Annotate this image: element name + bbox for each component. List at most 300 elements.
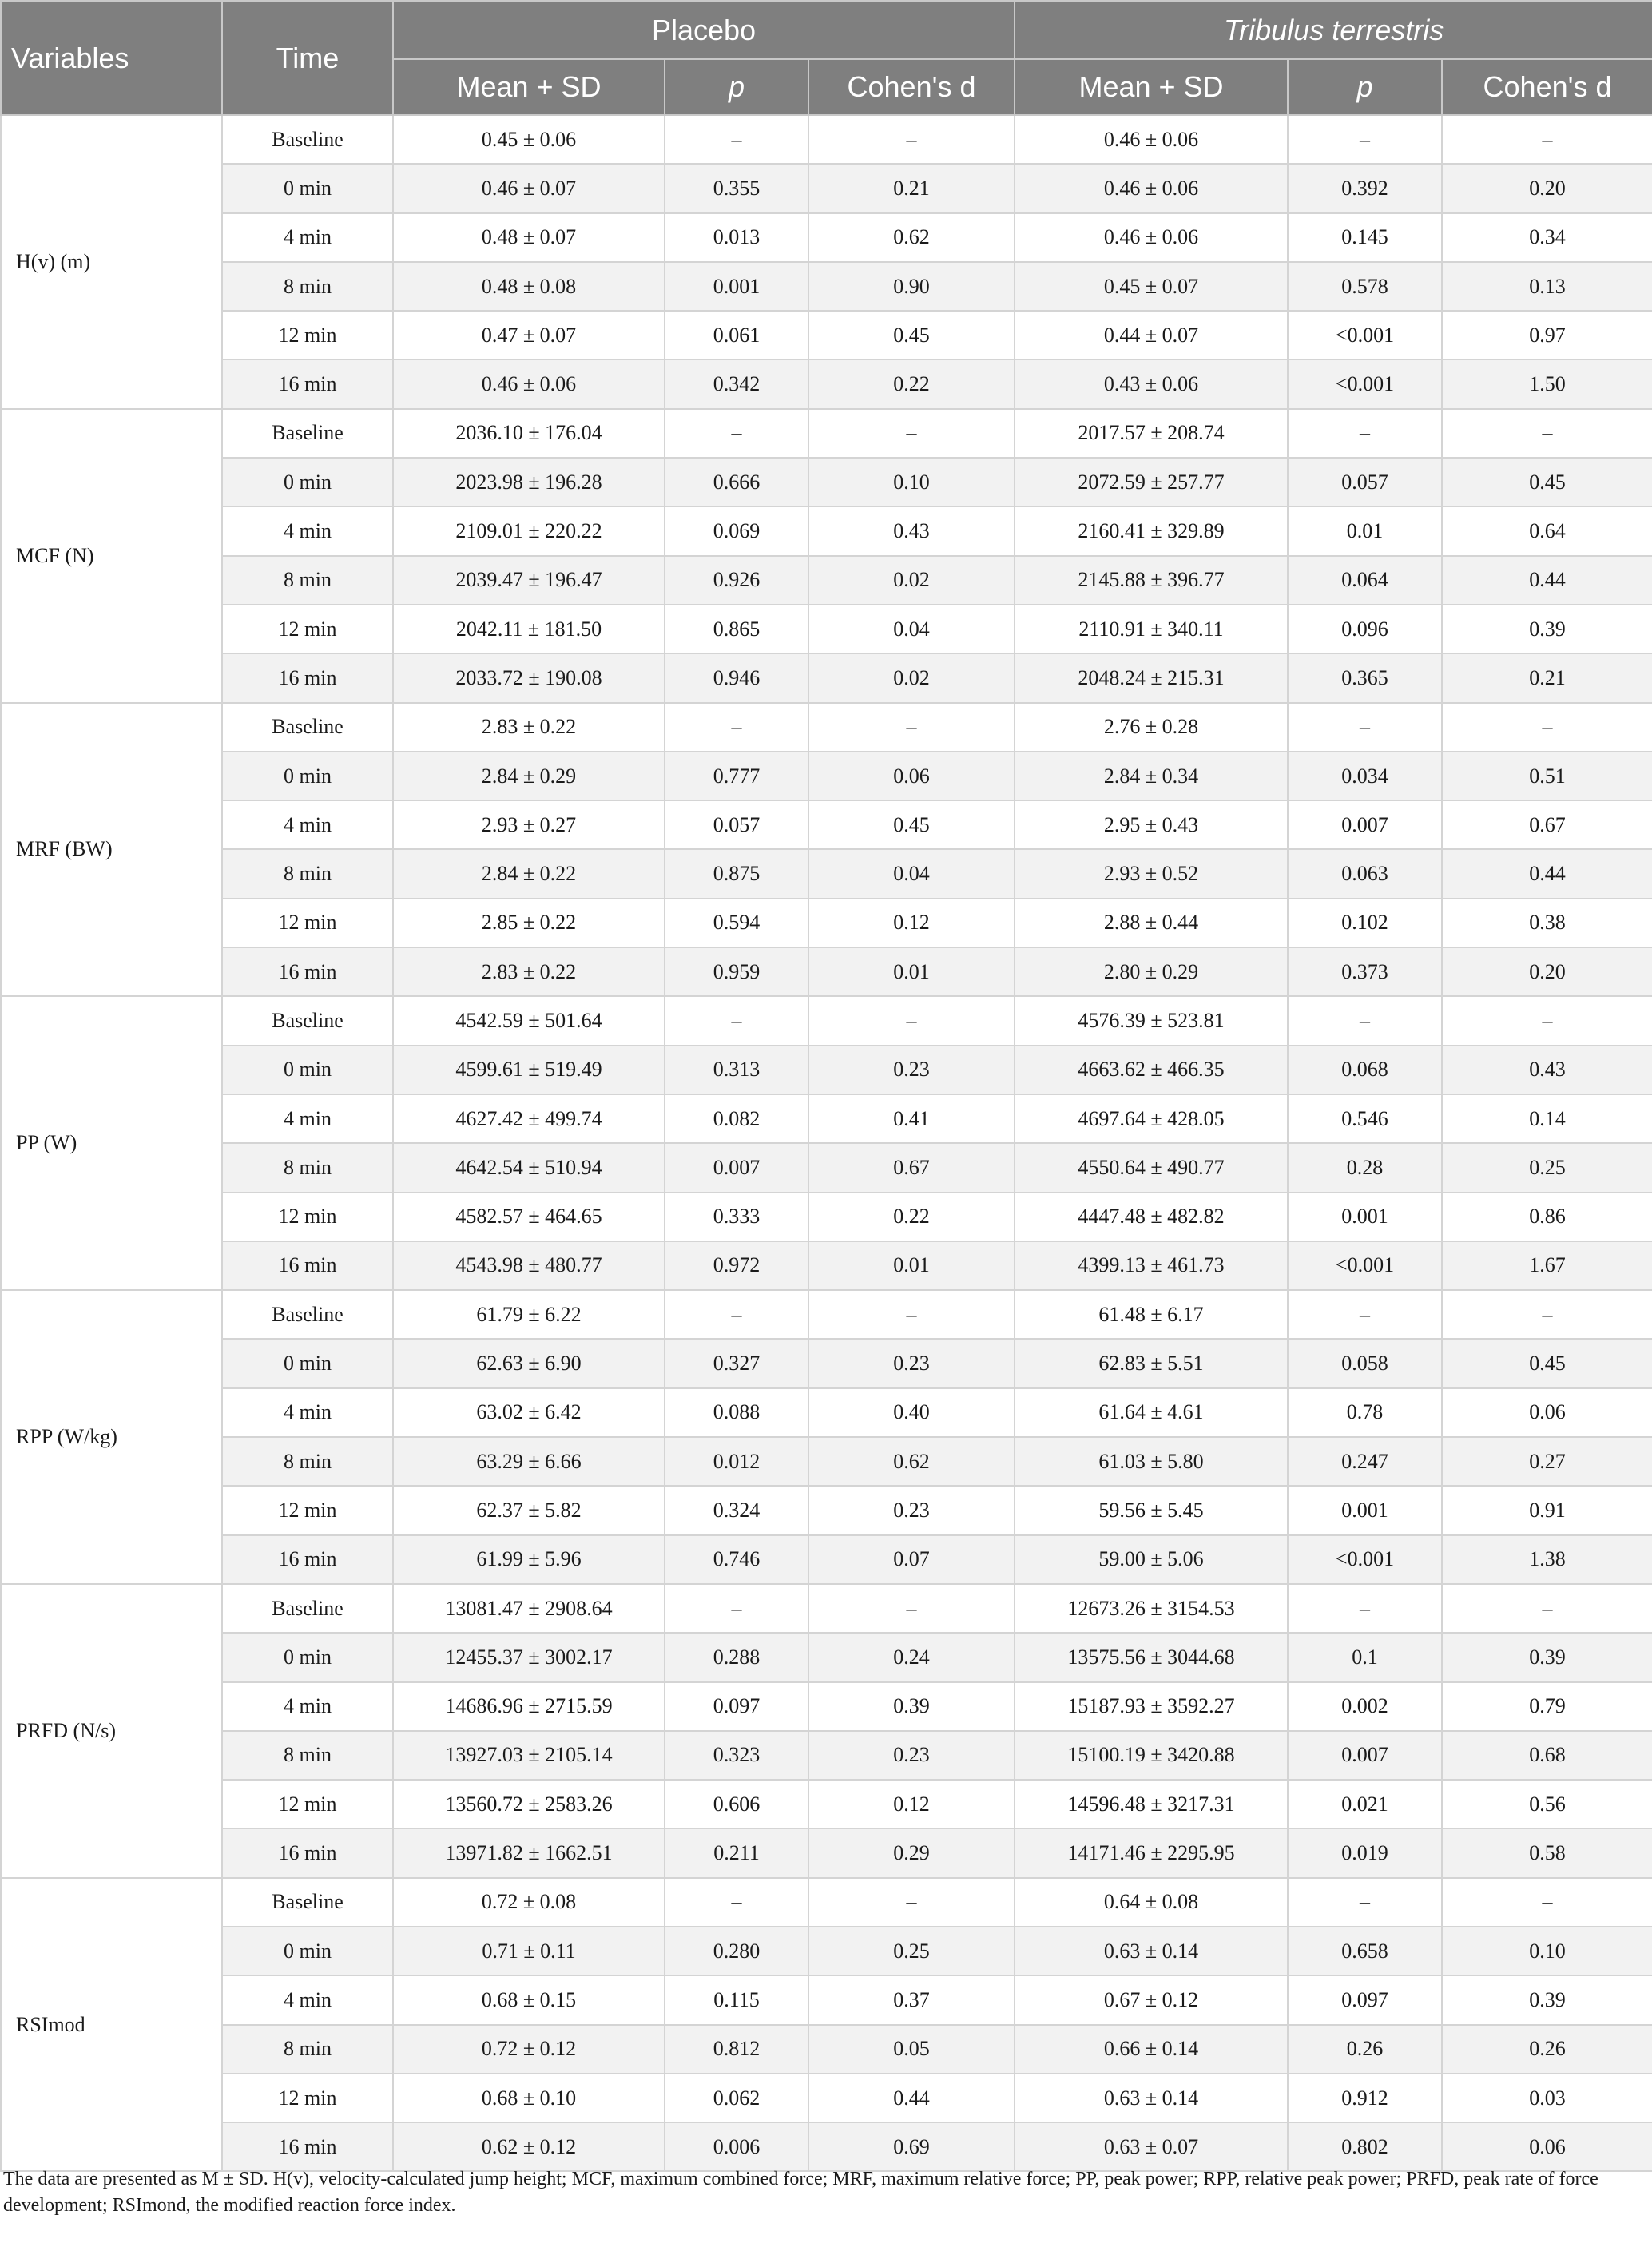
time-cell: 4 min xyxy=(222,800,393,849)
placebo-cohens-d-cell: 0.44 xyxy=(808,2074,1015,2122)
placebo-mean-sd-cell: 61.99 ± 5.96 xyxy=(393,1535,665,1584)
placebo-mean-sd-cell: 0.71 ± 0.11 xyxy=(393,1927,665,1975)
placebo-mean-sd-cell: 2.84 ± 0.22 xyxy=(393,849,665,898)
time-cell: 16 min xyxy=(222,359,393,408)
tribulus-p-cell: 0.1 xyxy=(1288,1633,1442,1681)
placebo-cohens-d-cell: 0.06 xyxy=(808,752,1015,800)
tribulus-cohens-d-cell: 0.64 xyxy=(1442,506,1652,555)
table-row xyxy=(1,2074,1652,2122)
placebo-mean-sd-cell: 2033.72 ± 190.08 xyxy=(393,653,665,702)
tribulus-cohens-d-cell: 0.27 xyxy=(1442,1437,1652,1486)
time-cell: 16 min xyxy=(222,1535,393,1584)
placebo-cohens-d-cell: 0.41 xyxy=(808,1094,1015,1143)
time-cell: 4 min xyxy=(222,506,393,555)
tribulus-mean-sd-cell: 2017.57 ± 208.74 xyxy=(1015,409,1288,458)
placebo-p-cell: – xyxy=(665,703,808,752)
placebo-mean-sd-cell: 4543.98 ± 480.77 xyxy=(393,1241,665,1290)
tribulus-p-cell: 0.102 xyxy=(1288,899,1442,947)
placebo-p-cell: 0.324 xyxy=(665,1486,808,1534)
tribulus-mean-sd-cell: 0.63 ± 0.14 xyxy=(1015,2074,1288,2122)
table-row xyxy=(1,311,1652,359)
table-row xyxy=(1,1633,1652,1681)
tribulus-cohens-d-cell: 0.67 xyxy=(1442,800,1652,849)
table-row xyxy=(1,1584,1652,1633)
tribulus-cohens-d-cell: 0.06 xyxy=(1442,1388,1652,1437)
placebo-mean-sd-cell: 0.62 ± 0.12 xyxy=(393,2122,665,2171)
placebo-p-cell: 0.926 xyxy=(665,556,808,605)
placebo-mean-sd-cell: 13560.72 ± 2583.26 xyxy=(393,1780,665,1828)
placebo-p-cell: 0.097 xyxy=(665,1682,808,1731)
placebo-p-cell: 0.012 xyxy=(665,1437,808,1486)
table-row xyxy=(1,1927,1652,1975)
header-tribulus-cohens-d: Cohen's d xyxy=(1442,59,1652,115)
table-row xyxy=(1,506,1652,555)
tribulus-cohens-d-cell: 0.20 xyxy=(1442,947,1652,996)
placebo-cohens-d-cell: 0.22 xyxy=(808,1193,1015,1241)
table-row xyxy=(1,1143,1652,1192)
tribulus-p-cell: – xyxy=(1288,1584,1442,1633)
placebo-mean-sd-cell: 2039.47 ± 196.47 xyxy=(393,556,665,605)
placebo-cohens-d-cell: 0.62 xyxy=(808,1437,1015,1486)
placebo-p-cell: – xyxy=(665,996,808,1045)
time-cell: Baseline xyxy=(222,1290,393,1339)
tribulus-p-cell: 0.145 xyxy=(1288,213,1442,262)
tribulus-mean-sd-cell: 59.56 ± 5.45 xyxy=(1015,1486,1288,1534)
time-cell: 16 min xyxy=(222,947,393,996)
tribulus-cohens-d-cell: 0.39 xyxy=(1442,605,1652,653)
table-row xyxy=(1,1682,1652,1731)
mean-sd-label: Mean + SD xyxy=(456,70,602,103)
placebo-cohens-d-cell: 0.25 xyxy=(808,1927,1015,1975)
table-body xyxy=(1,115,1652,2171)
tribulus-cohens-d-cell: 0.39 xyxy=(1442,1633,1652,1681)
placebo-cohens-d-cell: 0.04 xyxy=(808,849,1015,898)
placebo-cohens-d-cell: 0.67 xyxy=(808,1143,1015,1192)
tribulus-cohens-d-cell: 0.97 xyxy=(1442,311,1652,359)
tribulus-mean-sd-cell: 12673.26 ± 3154.53 xyxy=(1015,1584,1288,1633)
table-row xyxy=(1,262,1652,311)
placebo-cohens-d-cell: 0.45 xyxy=(808,800,1015,849)
tribulus-p-cell: 0.802 xyxy=(1288,2122,1442,2171)
tribulus-mean-sd-cell: 4550.64 ± 490.77 xyxy=(1015,1143,1288,1192)
table-row xyxy=(1,1828,1652,1877)
variable-cell: RPP (W/kg) xyxy=(1,1290,222,1584)
time-cell: Baseline xyxy=(222,1584,393,1633)
tribulus-p-cell: 0.097 xyxy=(1288,1975,1442,2024)
table-header xyxy=(1,1,1652,115)
tribulus-mean-sd-cell: 2.88 ± 0.44 xyxy=(1015,899,1288,947)
variable-cell: RSImod xyxy=(1,1878,222,2172)
tribulus-mean-sd-cell: 2048.24 ± 215.31 xyxy=(1015,653,1288,702)
placebo-mean-sd-cell: 2042.11 ± 181.50 xyxy=(393,605,665,653)
tribulus-p-cell: – xyxy=(1288,996,1442,1045)
tribulus-p-cell: 0.001 xyxy=(1288,1486,1442,1534)
placebo-mean-sd-cell: 63.29 ± 6.66 xyxy=(393,1437,665,1486)
placebo-mean-sd-cell: 2.85 ± 0.22 xyxy=(393,899,665,947)
table-row xyxy=(1,899,1652,947)
time-cell: 12 min xyxy=(222,311,393,359)
tribulus-p-cell: 0.034 xyxy=(1288,752,1442,800)
time-cell: 12 min xyxy=(222,1780,393,1828)
time-cell: 16 min xyxy=(222,2122,393,2171)
time-cell: 16 min xyxy=(222,1828,393,1877)
table-row xyxy=(1,1290,1652,1339)
placebo-cohens-d-cell: 0.45 xyxy=(808,311,1015,359)
placebo-mean-sd-cell: 13927.03 ± 2105.14 xyxy=(393,1731,665,1780)
placebo-p-cell: 0.007 xyxy=(665,1143,808,1192)
tribulus-p-cell: 0.247 xyxy=(1288,1437,1442,1486)
header-time: Time xyxy=(222,1,393,115)
placebo-mean-sd-cell: 2023.98 ± 196.28 xyxy=(393,458,665,506)
placebo-p-cell: 0.875 xyxy=(665,849,808,898)
time-cell: 8 min xyxy=(222,2025,393,2074)
table-row xyxy=(1,164,1652,212)
placebo-cohens-d-cell: – xyxy=(808,1878,1015,1927)
tribulus-p-cell: 0.01 xyxy=(1288,506,1442,555)
tribulus-cohens-d-cell: 1.50 xyxy=(1442,359,1652,408)
placebo-mean-sd-cell: 4642.54 ± 510.94 xyxy=(393,1143,665,1192)
placebo-p-cell: 0.812 xyxy=(665,2025,808,2074)
table-row xyxy=(1,1975,1652,2024)
placebo-cohens-d-cell: 0.23 xyxy=(808,1731,1015,1780)
placebo-p-cell: 0.946 xyxy=(665,653,808,702)
placebo-cohens-d-cell: 0.40 xyxy=(808,1388,1015,1437)
tribulus-cohens-d-cell: 0.43 xyxy=(1442,1046,1652,1094)
placebo-p-cell: 0.013 xyxy=(665,213,808,262)
time-cell: Baseline xyxy=(222,115,393,164)
tribulus-cohens-d-cell: – xyxy=(1442,115,1652,164)
tribulus-cohens-d-cell: – xyxy=(1442,409,1652,458)
placebo-mean-sd-cell: 2.83 ± 0.22 xyxy=(393,947,665,996)
time-cell: 0 min xyxy=(222,1046,393,1094)
tribulus-cohens-d-cell: 0.26 xyxy=(1442,2025,1652,2074)
table-footnote: The data are presented as M ± SD. H(v), velocity-calculated jump height; MCF, maximum combined force; MRF, maximum relative force; PP, peak power; RPP, relative peak power; PRFD, peak rate of force development; RSImond, the modified reaction force index. xyxy=(3,2169,1598,2216)
placebo-mean-sd-cell: 63.02 ± 6.42 xyxy=(393,1388,665,1437)
tribulus-cohens-d-cell: 0.51 xyxy=(1442,752,1652,800)
tribulus-mean-sd-cell: 59.00 ± 5.06 xyxy=(1015,1535,1288,1584)
tribulus-cohens-d-cell: – xyxy=(1442,1290,1652,1339)
tribulus-cohens-d-cell: 0.58 xyxy=(1442,1828,1652,1877)
table-row xyxy=(1,1193,1652,1241)
tribulus-mean-sd-cell: 15187.93 ± 3592.27 xyxy=(1015,1682,1288,1731)
table-row xyxy=(1,1535,1652,1584)
tribulus-cohens-d-cell: 0.13 xyxy=(1442,262,1652,311)
tribulus-mean-sd-cell: 0.46 ± 0.06 xyxy=(1015,164,1288,212)
table-row xyxy=(1,556,1652,605)
tribulus-p-cell: 0.365 xyxy=(1288,653,1442,702)
time-cell: 16 min xyxy=(222,1241,393,1290)
time-cell: 0 min xyxy=(222,1633,393,1681)
placebo-mean-sd-cell: 2.83 ± 0.22 xyxy=(393,703,665,752)
tribulus-mean-sd-cell: 2.95 ± 0.43 xyxy=(1015,800,1288,849)
tribulus-cohens-d-cell: 0.34 xyxy=(1442,213,1652,262)
tribulus-mean-sd-cell: 0.63 ± 0.07 xyxy=(1015,2122,1288,2171)
time-cell: 12 min xyxy=(222,1486,393,1534)
placebo-cohens-d-cell: 0.62 xyxy=(808,213,1015,262)
table-row xyxy=(1,703,1652,752)
tribulus-mean-sd-cell: 0.43 ± 0.06 xyxy=(1015,359,1288,408)
placebo-cohens-d-cell: 0.43 xyxy=(808,506,1015,555)
placebo-mean-sd-cell: 13971.82 ± 1662.51 xyxy=(393,1828,665,1877)
placebo-cohens-d-cell: 0.10 xyxy=(808,458,1015,506)
placebo-cohens-d-cell: – xyxy=(808,1584,1015,1633)
tribulus-p-cell: 0.058 xyxy=(1288,1339,1442,1387)
time-cell: 16 min xyxy=(222,653,393,702)
tribulus-mean-sd-cell: 61.64 ± 4.61 xyxy=(1015,1388,1288,1437)
placebo-mean-sd-cell: 0.48 ± 0.07 xyxy=(393,213,665,262)
placebo-cohens-d-cell: – xyxy=(808,115,1015,164)
placebo-cohens-d-cell: 0.24 xyxy=(808,1633,1015,1681)
time-cell: 0 min xyxy=(222,458,393,506)
placebo-mean-sd-cell: 0.68 ± 0.10 xyxy=(393,2074,665,2122)
tribulus-p-cell: 0.373 xyxy=(1288,947,1442,996)
tribulus-p-cell: 0.546 xyxy=(1288,1094,1442,1143)
table-row xyxy=(1,1437,1652,1486)
tribulus-mean-sd-cell: 0.66 ± 0.14 xyxy=(1015,2025,1288,2074)
placebo-p-cell: 0.972 xyxy=(665,1241,808,1290)
placebo-p-cell: – xyxy=(665,1878,808,1927)
table-row xyxy=(1,1339,1652,1387)
placebo-cohens-d-cell: 0.04 xyxy=(808,605,1015,653)
tribulus-p-cell: 0.78 xyxy=(1288,1388,1442,1437)
tribulus-mean-sd-cell: 2072.59 ± 257.77 xyxy=(1015,458,1288,506)
placebo-cohens-d-cell: 0.02 xyxy=(808,556,1015,605)
placebo-cohens-d-cell: 0.12 xyxy=(808,1780,1015,1828)
tribulus-p-cell: 0.064 xyxy=(1288,556,1442,605)
tribulus-p-cell: – xyxy=(1288,1290,1442,1339)
table-row xyxy=(1,2122,1652,2171)
tribulus-mean-sd-cell: 2110.91 ± 340.11 xyxy=(1015,605,1288,653)
tribulus-p-cell: 0.26 xyxy=(1288,2025,1442,2074)
placebo-p-cell: 0.327 xyxy=(665,1339,808,1387)
tribulus-cohens-d-cell: 0.44 xyxy=(1442,849,1652,898)
tribulus-p-cell: – xyxy=(1288,1878,1442,1927)
table-row xyxy=(1,2025,1652,2074)
placebo-p-cell: 0.088 xyxy=(665,1388,808,1437)
tribulus-p-cell: 0.392 xyxy=(1288,164,1442,212)
header-placebo-cohens-d: Cohen's d xyxy=(808,59,1015,115)
tribulus-mean-sd-cell: 0.64 ± 0.08 xyxy=(1015,1878,1288,1927)
time-cell: 4 min xyxy=(222,213,393,262)
tribulus-mean-sd-cell: 14596.48 ± 3217.31 xyxy=(1015,1780,1288,1828)
table-row xyxy=(1,947,1652,996)
placebo-mean-sd-cell: 0.45 ± 0.06 xyxy=(393,115,665,164)
time-cell: 8 min xyxy=(222,556,393,605)
placebo-cohens-d-cell: 0.01 xyxy=(808,1241,1015,1290)
placebo-mean-sd-cell: 4582.57 ± 464.65 xyxy=(393,1193,665,1241)
placebo-mean-sd-cell: 13081.47 ± 2908.64 xyxy=(393,1584,665,1633)
variable-cell: PP (W) xyxy=(1,996,222,1290)
tribulus-p-cell: 0.002 xyxy=(1288,1682,1442,1731)
time-cell: Baseline xyxy=(222,1878,393,1927)
placebo-p-cell: 0.069 xyxy=(665,506,808,555)
tribulus-cohens-d-cell: 0.86 xyxy=(1442,1193,1652,1241)
tribulus-mean-sd-cell: 0.46 ± 0.06 xyxy=(1015,213,1288,262)
tribulus-mean-sd-cell: 61.03 ± 5.80 xyxy=(1015,1437,1288,1486)
time-cell: 12 min xyxy=(222,1193,393,1241)
placebo-cohens-d-cell: 0.05 xyxy=(808,2025,1015,2074)
placebo-mean-sd-cell: 2109.01 ± 220.22 xyxy=(393,506,665,555)
time-cell: 8 min xyxy=(222,262,393,311)
time-cell: 4 min xyxy=(222,1094,393,1143)
placebo-p-cell: 0.280 xyxy=(665,1927,808,1975)
tribulus-mean-sd-cell: 14171.46 ± 2295.95 xyxy=(1015,1828,1288,1877)
table-row xyxy=(1,1046,1652,1094)
placebo-p-cell: – xyxy=(665,115,808,164)
table-row xyxy=(1,653,1652,702)
tribulus-cohens-d-cell: 1.67 xyxy=(1442,1241,1652,1290)
tribulus-cohens-d-cell: 0.38 xyxy=(1442,899,1652,947)
header-tribulus-terrestris: Tribulus terrestris xyxy=(1015,1,1652,59)
tribulus-cohens-d-cell: 0.14 xyxy=(1442,1094,1652,1143)
placebo-p-cell: – xyxy=(665,1584,808,1633)
time-cell: 0 min xyxy=(222,1339,393,1387)
time-cell: 8 min xyxy=(222,1143,393,1192)
tribulus-p-cell: 0.658 xyxy=(1288,1927,1442,1975)
placebo-cohens-d-cell: 0.07 xyxy=(808,1535,1015,1584)
placebo-p-cell: 0.666 xyxy=(665,458,808,506)
time-cell: 4 min xyxy=(222,1388,393,1437)
tribulus-mean-sd-cell: 4663.62 ± 466.35 xyxy=(1015,1046,1288,1094)
variable-cell: H(v) (m) xyxy=(1,115,222,409)
placebo-cohens-d-cell: 0.69 xyxy=(808,2122,1015,2171)
placebo-mean-sd-cell: 0.48 ± 0.08 xyxy=(393,262,665,311)
header-placebo: Placebo xyxy=(393,1,1015,59)
placebo-mean-sd-cell: 2036.10 ± 176.04 xyxy=(393,409,665,458)
tribulus-mean-sd-cell: 2.93 ± 0.52 xyxy=(1015,849,1288,898)
table-row xyxy=(1,1388,1652,1437)
placebo-cohens-d-cell: 0.23 xyxy=(808,1046,1015,1094)
tribulus-p-cell: – xyxy=(1288,703,1442,752)
table-row xyxy=(1,213,1652,262)
time-cell: 12 min xyxy=(222,899,393,947)
placebo-mean-sd-cell: 4542.59 ± 501.64 xyxy=(393,996,665,1045)
placebo-mean-sd-cell: 2.93 ± 0.27 xyxy=(393,800,665,849)
time-cell: 0 min xyxy=(222,752,393,800)
tribulus-p-cell: 0.912 xyxy=(1288,2074,1442,2122)
placebo-cohens-d-cell: – xyxy=(808,996,1015,1045)
header-placebo-p: p xyxy=(665,59,808,115)
placebo-p-cell: 0.777 xyxy=(665,752,808,800)
tribulus-cohens-d-cell: 0.39 xyxy=(1442,1975,1652,2024)
time-cell: 4 min xyxy=(222,1975,393,2024)
tribulus-p-cell: – xyxy=(1288,115,1442,164)
table-row xyxy=(1,752,1652,800)
placebo-p-cell: 0.061 xyxy=(665,311,808,359)
table-row xyxy=(1,849,1652,898)
placebo-mean-sd-cell: 0.47 ± 0.07 xyxy=(393,311,665,359)
placebo-mean-sd-cell: 0.72 ± 0.08 xyxy=(393,1878,665,1927)
tribulus-p-cell: 0.021 xyxy=(1288,1780,1442,1828)
tribulus-p-cell: 0.096 xyxy=(1288,605,1442,653)
tribulus-mean-sd-cell: 2145.88 ± 396.77 xyxy=(1015,556,1288,605)
time-cell: 12 min xyxy=(222,2074,393,2122)
placebo-cohens-d-cell: – xyxy=(808,1290,1015,1339)
tribulus-mean-sd-cell: 2.84 ± 0.34 xyxy=(1015,752,1288,800)
placebo-cohens-d-cell: 0.21 xyxy=(808,164,1015,212)
tribulus-p-cell: – xyxy=(1288,409,1442,458)
placebo-p-cell: 0.006 xyxy=(665,2122,808,2171)
tribulus-p-cell: 0.28 xyxy=(1288,1143,1442,1192)
tribulus-cohens-d-cell: – xyxy=(1442,703,1652,752)
header-tribulus-mean-sd: Mean + SD xyxy=(1015,59,1288,115)
tribulus-cohens-d-cell: – xyxy=(1442,1878,1652,1927)
placebo-cohens-d-cell: 0.02 xyxy=(808,653,1015,702)
placebo-p-cell: 0.342 xyxy=(665,359,808,408)
time-cell: Baseline xyxy=(222,703,393,752)
time-cell: 0 min xyxy=(222,164,393,212)
tribulus-mean-sd-cell: 61.48 ± 6.17 xyxy=(1015,1290,1288,1339)
time-cell: 8 min xyxy=(222,849,393,898)
table-row xyxy=(1,605,1652,653)
tribulus-p-cell: 0.007 xyxy=(1288,800,1442,849)
tribulus-mean-sd-cell: 0.45 ± 0.07 xyxy=(1015,262,1288,311)
placebo-p-cell: 0.323 xyxy=(665,1731,808,1780)
placebo-mean-sd-cell: 14686.96 ± 2715.59 xyxy=(393,1682,665,1731)
tribulus-mean-sd-cell: 2160.41 ± 329.89 xyxy=(1015,506,1288,555)
placebo-cohens-d-cell: 0.22 xyxy=(808,359,1015,408)
tribulus-cohens-d-cell: 0.45 xyxy=(1442,1339,1652,1387)
tribulus-p-cell: 0.007 xyxy=(1288,1731,1442,1780)
tribulus-cohens-d-cell: 0.06 xyxy=(1442,2122,1652,2171)
placebo-mean-sd-cell: 12455.37 ± 3002.17 xyxy=(393,1633,665,1681)
tribulus-cohens-d-cell: 0.79 xyxy=(1442,1682,1652,1731)
variable-cell: MRF (BW) xyxy=(1,703,222,997)
placebo-p-cell: 0.746 xyxy=(665,1535,808,1584)
table-row xyxy=(1,800,1652,849)
table-row xyxy=(1,1241,1652,1290)
placebo-p-cell: 0.001 xyxy=(665,262,808,311)
placebo-p-cell: 0.333 xyxy=(665,1193,808,1241)
placebo-p-cell: 0.606 xyxy=(665,1780,808,1828)
time-cell: Baseline xyxy=(222,409,393,458)
placebo-p-cell: 0.288 xyxy=(665,1633,808,1681)
tribulus-mean-sd-cell: 2.80 ± 0.29 xyxy=(1015,947,1288,996)
tribulus-mean-sd-cell: 0.44 ± 0.07 xyxy=(1015,311,1288,359)
tribulus-mean-sd-cell: 0.46 ± 0.06 xyxy=(1015,115,1288,164)
tribulus-cohens-d-cell: 0.25 xyxy=(1442,1143,1652,1192)
tribulus-mean-sd-cell: 2.76 ± 0.28 xyxy=(1015,703,1288,752)
placebo-mean-sd-cell: 0.68 ± 0.15 xyxy=(393,1975,665,2024)
tribulus-p-cell: 0.001 xyxy=(1288,1193,1442,1241)
tribulus-cohens-d-cell: 0.44 xyxy=(1442,556,1652,605)
placebo-mean-sd-cell: 0.72 ± 0.12 xyxy=(393,2025,665,2074)
placebo-p-cell: 0.057 xyxy=(665,800,808,849)
tribulus-p-cell: <0.001 xyxy=(1288,1535,1442,1584)
variable-cell: PRFD (N/s) xyxy=(1,1584,222,1878)
table-row xyxy=(1,1094,1652,1143)
placebo-p-cell: 0.355 xyxy=(665,164,808,212)
tribulus-p-cell: 0.063 xyxy=(1288,849,1442,898)
tribulus-mean-sd-cell: 4697.64 ± 428.05 xyxy=(1015,1094,1288,1143)
table-row xyxy=(1,409,1652,458)
placebo-mean-sd-cell: 0.46 ± 0.07 xyxy=(393,164,665,212)
tribulus-p-cell: 0.068 xyxy=(1288,1046,1442,1094)
placebo-mean-sd-cell: 61.79 ± 6.22 xyxy=(393,1290,665,1339)
table-row xyxy=(1,1878,1652,1927)
placebo-p-cell: 0.062 xyxy=(665,2074,808,2122)
tribulus-mean-sd-cell: 0.67 ± 0.12 xyxy=(1015,1975,1288,2024)
placebo-p-cell: – xyxy=(665,409,808,458)
placebo-p-cell: 0.594 xyxy=(665,899,808,947)
placebo-cohens-d-cell: 0.29 xyxy=(808,1828,1015,1877)
placebo-cohens-d-cell: – xyxy=(808,703,1015,752)
variable-cell: MCF (N) xyxy=(1,409,222,703)
header-placebo-mean-sd xyxy=(393,59,665,115)
placebo-p-cell: 0.313 xyxy=(665,1046,808,1094)
placebo-cohens-d-cell: 0.23 xyxy=(808,1486,1015,1534)
header-variables: Variables xyxy=(1,1,222,115)
